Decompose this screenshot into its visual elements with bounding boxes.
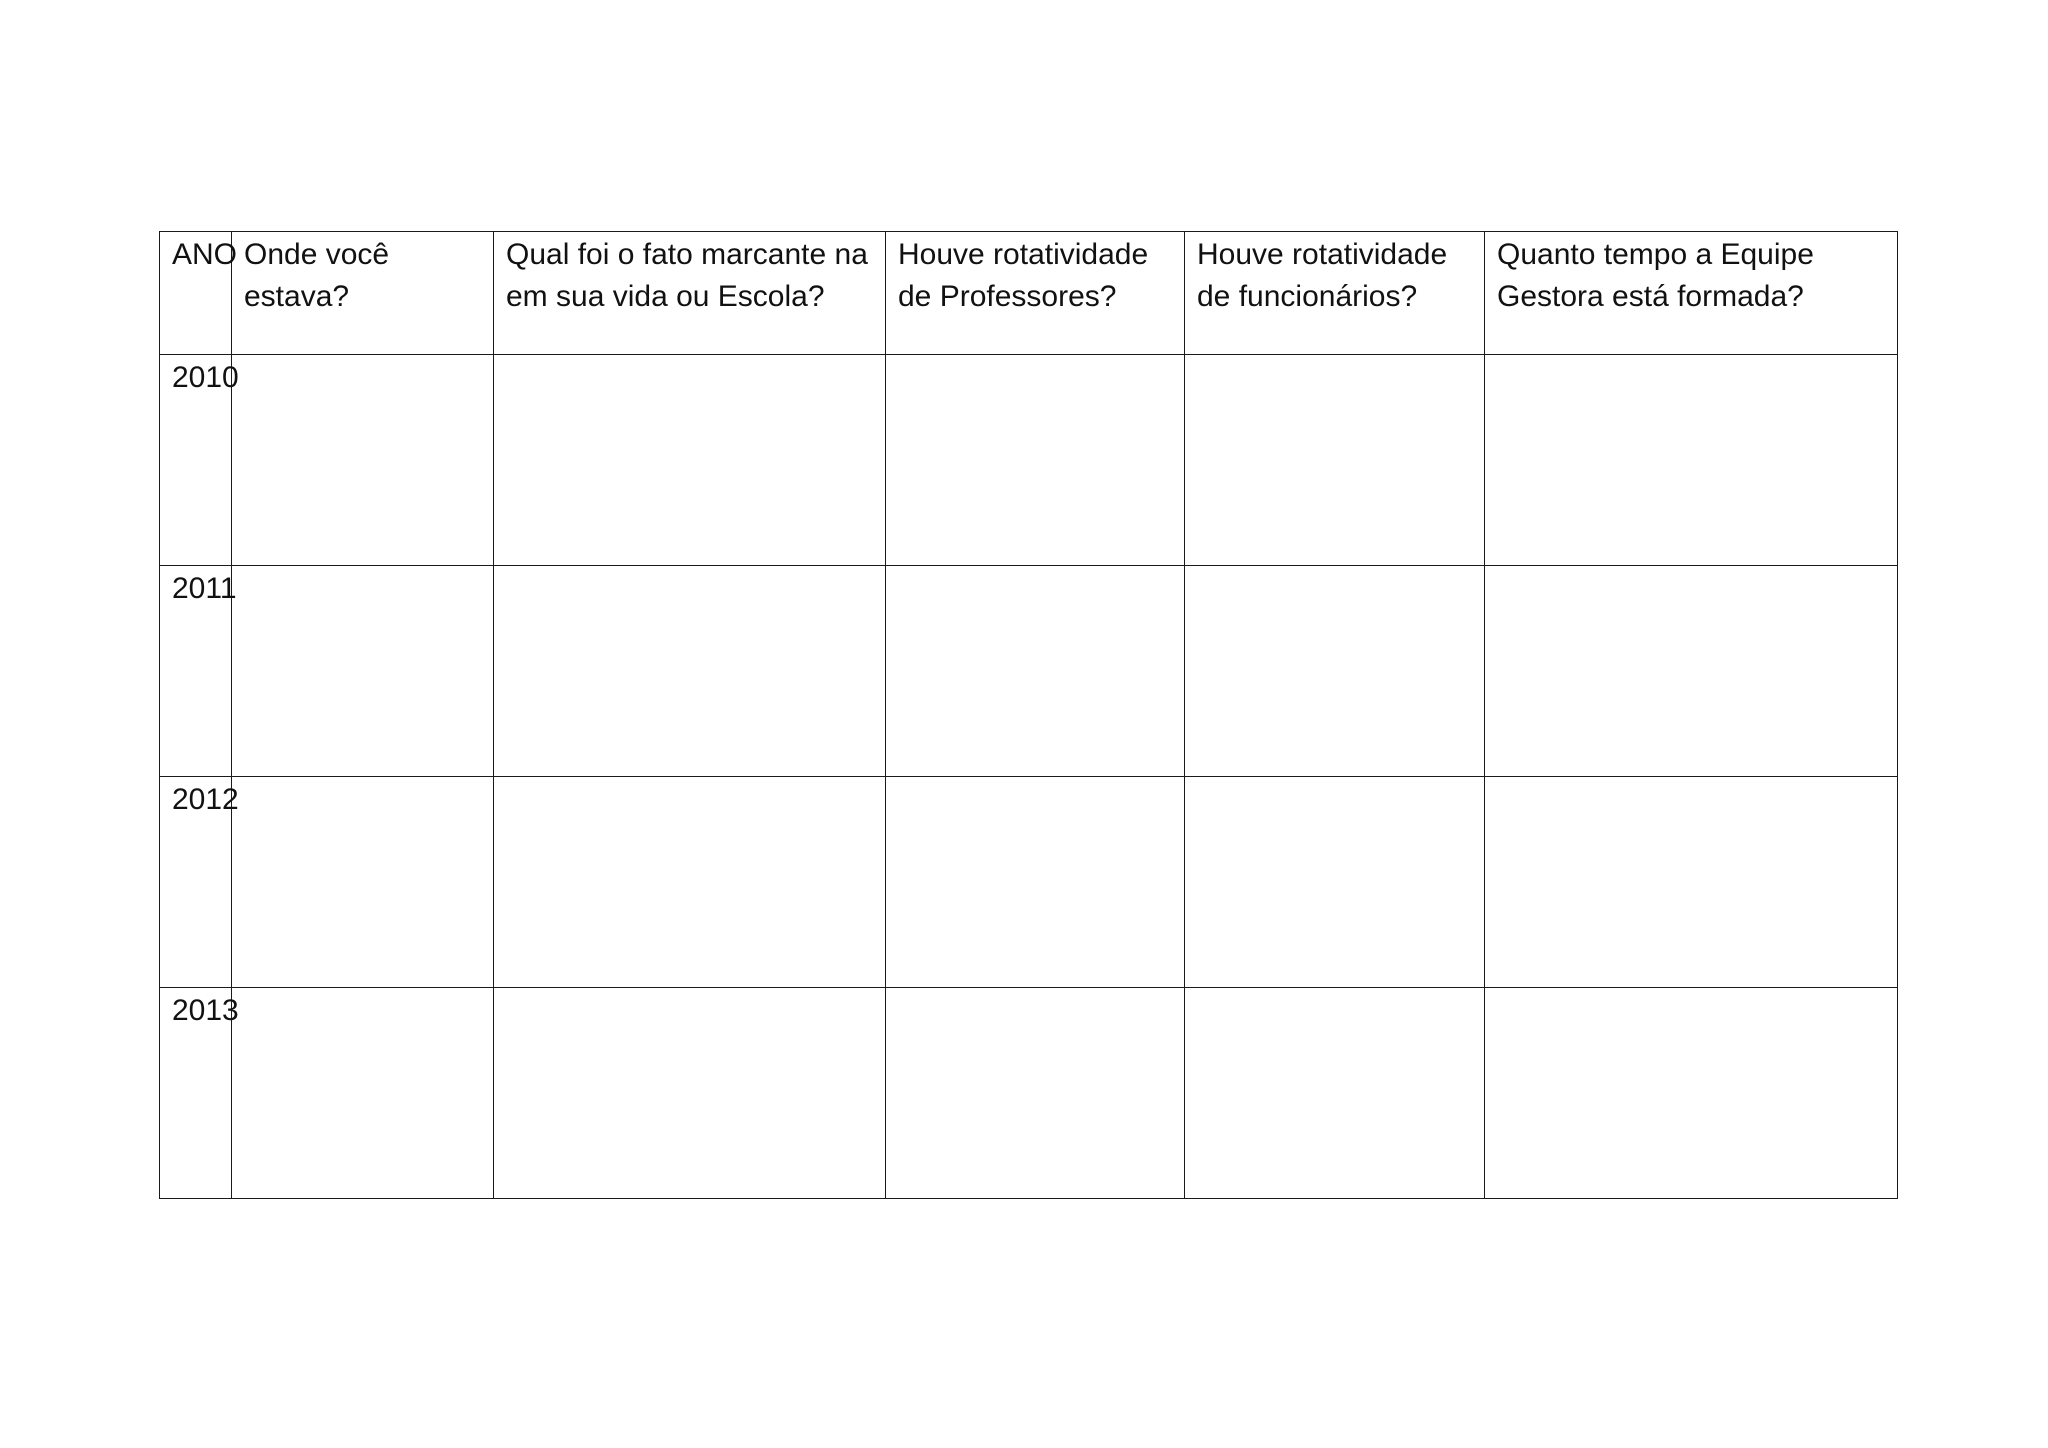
answer-cell-tempo[interactable]	[1485, 566, 1898, 777]
survey-table	[159, 231, 1898, 1199]
table-row	[160, 988, 1898, 1199]
answer-cell-fato[interactable]	[494, 566, 886, 777]
answer-cell-tempo[interactable]	[1485, 355, 1898, 566]
answer-cell-tempo[interactable]	[1485, 777, 1898, 988]
header-ano: ANO	[160, 232, 232, 355]
answer-cell-professores[interactable]	[886, 777, 1185, 988]
answer-cell-fato[interactable]	[494, 777, 886, 988]
answer-cell-onde[interactable]	[232, 988, 494, 1199]
table-row	[160, 566, 1898, 777]
year-cell: 2012	[160, 777, 232, 988]
answer-cell-onde[interactable]	[232, 777, 494, 988]
answer-cell-fato[interactable]	[494, 355, 886, 566]
answer-cell-fato[interactable]	[494, 988, 886, 1199]
answer-cell-funcionarios[interactable]	[1185, 355, 1485, 566]
answer-cell-professores[interactable]	[886, 355, 1185, 566]
answer-cell-professores[interactable]	[886, 988, 1185, 1199]
answer-cell-funcionarios[interactable]	[1185, 988, 1485, 1199]
answer-cell-professores[interactable]	[886, 566, 1185, 777]
year-cell: 2011	[160, 566, 232, 777]
header-rotatividade-funcionarios: Houve rotatividade de funcionários?	[1185, 232, 1485, 355]
answer-cell-onde[interactable]	[232, 355, 494, 566]
year-cell: 2010	[160, 355, 232, 566]
table-row	[160, 777, 1898, 988]
answer-cell-tempo[interactable]	[1485, 988, 1898, 1199]
answer-cell-funcionarios[interactable]	[1185, 777, 1485, 988]
header-fato-marcante: Qual foi o fato marcante na em sua vida ou Escola?	[494, 232, 886, 355]
year-cell: 2013	[160, 988, 232, 1199]
table-header-row	[160, 232, 1898, 355]
table-row	[160, 355, 1898, 566]
header-tempo-equipe-gestora: Quanto tempo a Equipe Gestora está formada?	[1485, 232, 1898, 355]
header-rotatividade-professores: Houve rotatividade de Professores?	[886, 232, 1185, 355]
answer-cell-funcionarios[interactable]	[1185, 566, 1485, 777]
answer-cell-onde[interactable]	[232, 566, 494, 777]
header-onde-voce-estava: Onde você estava?	[232, 232, 494, 355]
